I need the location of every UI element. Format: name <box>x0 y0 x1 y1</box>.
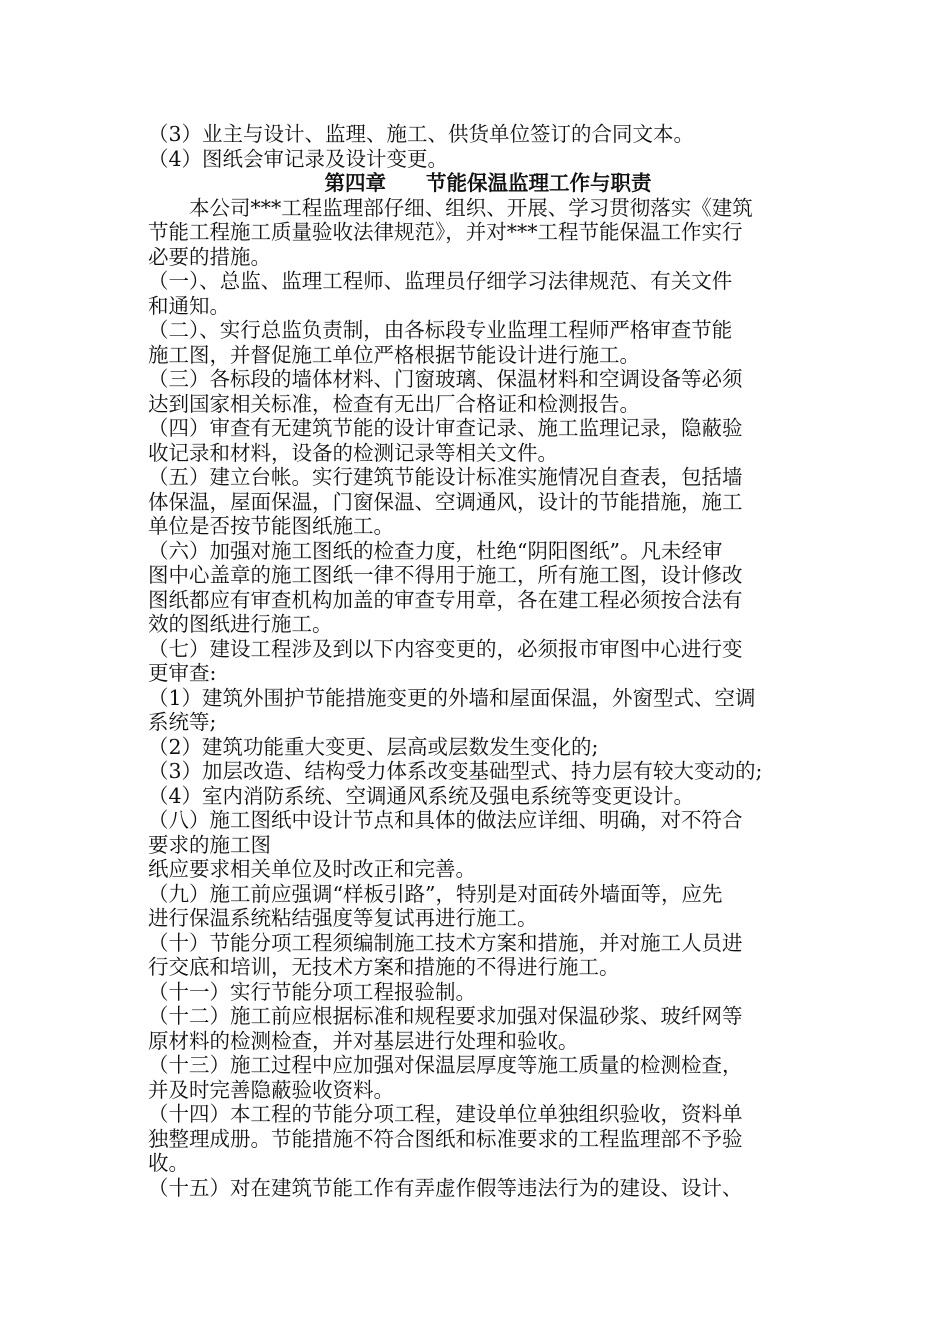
body-line: （十五）对在建筑节能工作有弄虚作假等违法行为的建设、设计、 <box>148 1175 743 1200</box>
body-line: （1）建筑外围护节能措施变更的外墙和屋面保温，外窗型式、空调 <box>148 685 756 710</box>
chapter-title: 节能保温监理工作与职责 <box>426 171 652 195</box>
body-line: （4）室内消防系统、空调通风系统及强电系统等变更设计。 <box>148 783 695 808</box>
body-line: 更审查: <box>148 661 217 685</box>
body-line: 达到国家相关标准，检查有无出厂合格证和检测报告。 <box>148 391 640 416</box>
body-line: （四）审查有无建筑节能的设计审查记录、施工监理记录，隐蔽验 <box>148 416 743 440</box>
list-item: （4）图纸会审记录及设计变更。 <box>148 146 449 171</box>
body-line: 效的图纸进行施工。 <box>148 612 333 636</box>
body-line: （二）、实行总监负责制，由各标段专业监理工程师严格审查节能 <box>148 318 733 342</box>
chapter-heading <box>148 171 828 196</box>
body-line: 系统等; <box>148 710 217 734</box>
body-line: 纸应要求相关单位及时改正和完善。 <box>148 857 476 881</box>
body-line: 节能工程施工质量验收法律规范》，并对***工程节能保温工作实行 <box>148 220 743 244</box>
body-line: （十三）施工过程中应加强对保温层厚度等施工质量的检测检查， <box>148 1053 743 1077</box>
body-line: （八）施工图纸中设计节点和具体的做法应详细、明确，对不符合 <box>148 808 743 832</box>
body-line: （六）加强对施工图纸的检查力度，杜绝“阴阳图纸”。凡未经审 <box>148 538 723 563</box>
body-line: （十）节能分项工程须编制施工技术方案和措施，并对施工人员进 <box>148 930 743 955</box>
body-line: 施工图，并督促施工单位严格根据节能设计进行施工。 <box>148 342 640 367</box>
document-page <box>148 122 828 1200</box>
body-line: 并及时完善隐蔽验收资料。 <box>148 1077 394 1102</box>
body-line: （一）、总监、监理工程师、监理员仔细学习法律规范、有关文件 <box>148 269 733 293</box>
body-line: （十四）本工程的节能分项工程，建设单位单独组织验收，资料单 <box>148 1102 743 1126</box>
body-line: 本公司***工程监理部仔细、组织、开展、学习贯彻落实《建筑 <box>189 195 753 220</box>
body-line: 必要的措施。 <box>148 244 271 269</box>
body-line: 体保温，屋面保温，门窗保温、空调通风，设计的节能措施，施工 <box>148 489 743 514</box>
body-line: 要求的施工图 <box>148 832 271 857</box>
body-line: 收记录和材料，设备的检测记录等相关文件。 <box>148 440 558 465</box>
chapter-number: 第四章 <box>324 171 386 195</box>
body-line: 图中心盖章的施工图纸一律不得用于施工，所有施工图，设计修改 <box>148 563 743 587</box>
body-line: 进行保温系统粘结强度等复试再进行施工。 <box>148 906 538 930</box>
body-line: 收。 <box>148 1151 189 1175</box>
body-line: （九）施工前应强调“样板引路”，特别是对面砖外墙面等，应先 <box>148 881 723 906</box>
body-line: 图纸都应有审查机构加盖的审查专用章，各在建工程必须按合法有 <box>148 587 743 612</box>
body-line: 原材料的检测检查，并对基层进行处理和验收。 <box>148 1028 579 1053</box>
body-line: （七）建设工程涉及到以下内容变更的，必须报市审图中心进行变 <box>148 636 743 661</box>
body-line: 独整理成册。节能措施不符合图纸和标准要求的工程监理部不予验 <box>148 1126 743 1151</box>
body-line: 和通知。 <box>148 293 230 318</box>
body-line: （十一）实行节能分项工程报验制。 <box>148 979 476 1004</box>
list-item: （3）业主与设计、监理、施工、供货单位签订的合同文本。 <box>148 122 695 146</box>
body-line: 单位是否按节能图纸施工。 <box>148 514 394 538</box>
chapter-body <box>148 196 828 1201</box>
body-line: （十二）施工前应根据标准和规程要求加强对保温砂浆、玻纤网等 <box>148 1004 743 1028</box>
body-line: （3）加层改造、结构受力体系改变基础型式、持力层有较大变动的; <box>148 759 763 783</box>
body-line: （2）建筑功能重大变更、层高或层数发生变化的; <box>148 734 599 759</box>
body-line: 行交底和培训，无技术方案和措施的不得进行施工。 <box>148 955 620 979</box>
body-line: （三）各标段的墙体材料、门窗玻璃、保温材料和空调设备等必须 <box>148 367 743 391</box>
body-line: （五）建立台帐。实行建筑节能设计标准实施情况自查表，包括墙 <box>148 465 743 489</box>
